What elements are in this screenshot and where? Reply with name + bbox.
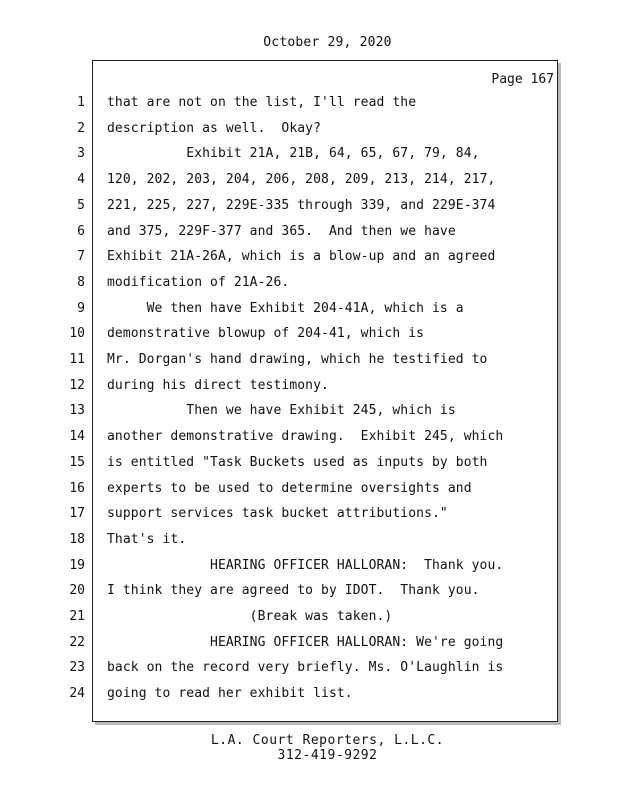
line-text: That's it. (107, 532, 187, 547)
line-text: 120, 202, 203, 204, 206, 208, 209, 213, 214, 217, (107, 172, 496, 187)
line-number: 14 (69, 429, 85, 444)
line-number: 3 (77, 146, 85, 161)
line-number: 15 (69, 455, 85, 470)
line-text: I think they are agreed to by IDOT. Thank you. (107, 583, 480, 598)
line-number: 23 (69, 660, 85, 675)
line-number: 7 (77, 249, 85, 264)
line-number: 22 (69, 635, 85, 650)
line-number: 20 (69, 583, 85, 598)
transcript-date: October 29, 2020 (263, 35, 392, 50)
line-text: is entitled "Task Buckets used as inputs by both (107, 455, 488, 470)
line-text: support services task bucket attributions." (107, 506, 448, 521)
line-text: HEARING OFFICER HALLORAN: We're going (107, 635, 504, 650)
line-text: another demonstrative drawing. Exhibit 245, which (107, 429, 504, 444)
line-text: experts to be used to determine oversights and (107, 481, 472, 496)
line-number: 8 (77, 275, 85, 290)
line-number: 2 (77, 121, 85, 136)
line-text: 221, 225, 227, 229E-335 through 339, and 229E-374 (107, 198, 496, 213)
line-number: 19 (69, 558, 85, 573)
line-number: 12 (69, 378, 85, 393)
line-number: 5 (77, 198, 85, 213)
line-text: during his direct testimony. (107, 378, 329, 393)
line-text: and 375, 229F-377 and 365. And then we have (107, 224, 456, 239)
line-text: back on the record very briefly. Ms. O'Laughlin is (107, 660, 504, 675)
line-number: 16 (69, 481, 85, 496)
court-reporter-phone: 312-419-9292 (277, 748, 378, 763)
line-number: 6 (77, 224, 85, 239)
line-text: We then have Exhibit 204-41A, which is a (107, 301, 464, 316)
line-text: Exhibit 21A, 21B, 64, 65, 67, 79, 84, (107, 146, 480, 161)
line-text: HEARING OFFICER HALLORAN: Thank you. (107, 558, 504, 573)
page-number: Page 167 (491, 72, 554, 87)
line-number: 17 (69, 506, 85, 521)
line-text: description as well. Okay? (107, 121, 322, 136)
line-number: 21 (69, 609, 85, 624)
court-reporter-name: L.A. Court Reporters, L.L.C. (210, 733, 445, 748)
line-number: 13 (69, 403, 85, 418)
line-number: 1 (77, 95, 85, 110)
line-text: Then we have Exhibit 245, which is (107, 403, 456, 418)
line-number: 24 (69, 686, 85, 701)
line-text: that are not on the list, I'll read the (107, 95, 417, 110)
line-number: 10 (69, 326, 85, 341)
line-number: 9 (77, 301, 85, 316)
line-text: demonstrative blowup of 204-41, which is (107, 326, 425, 341)
line-number: 4 (77, 172, 85, 187)
line-text: Mr. Dorgan's hand drawing, which he testified to (107, 352, 488, 367)
line-text: modification of 21A-26. (107, 275, 290, 290)
line-text: going to read her exhibit list. (107, 686, 353, 701)
line-number: 18 (69, 532, 85, 547)
line-text: Exhibit 21A-26A, which is a blow-up and an agreed (107, 249, 496, 264)
line-number: 11 (69, 352, 85, 367)
line-text: (Break was taken.) (107, 609, 393, 624)
